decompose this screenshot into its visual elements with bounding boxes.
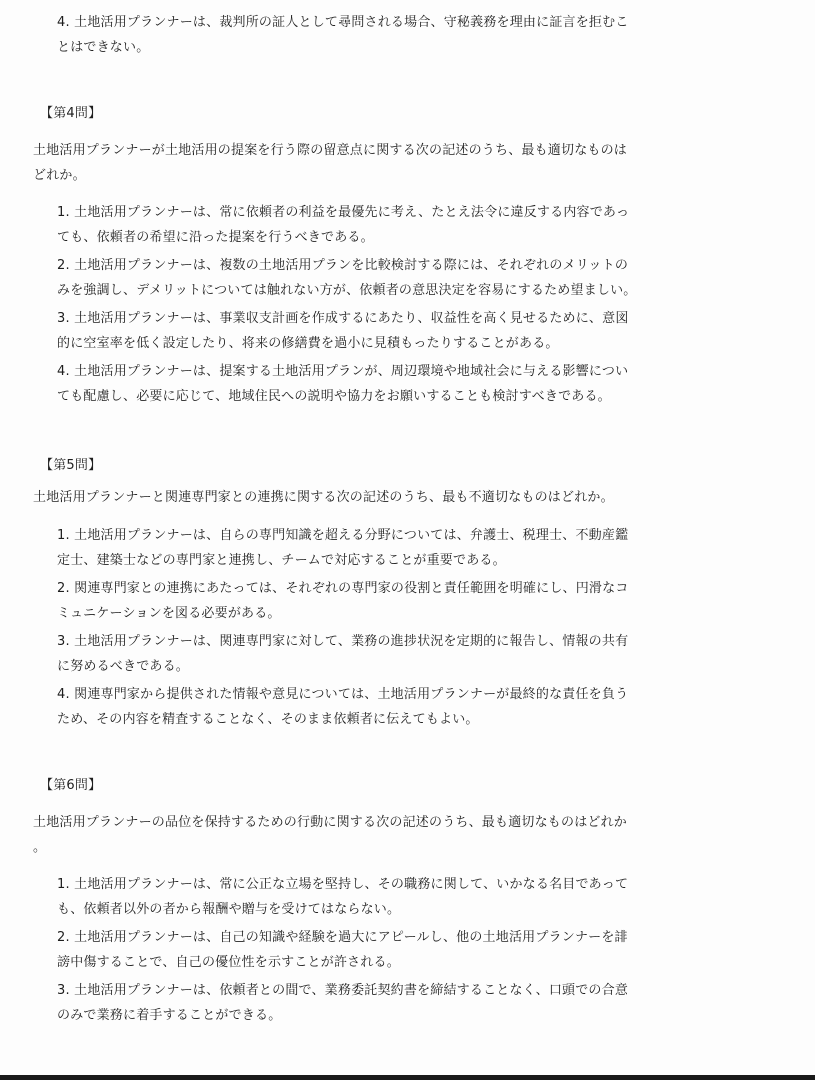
q4-option-3-line2: 的に空室率を低く設定したり、将来の修繕費を過小に見積もったりすることがある。 (57, 336, 559, 351)
q5-header: 【第5問】 (40, 458, 102, 473)
q4-stem-line2: どれか。 (33, 168, 86, 183)
q4-option-4 (57, 359, 777, 409)
q6-stem-line2: 。 (33, 840, 47, 855)
q4-stem-line1: 土地活用プランナーが土地活用の提案を行う際の留意点に関する次の記述のうち、最も適切なものは (33, 143, 628, 158)
q4-option-4-line2: ても配慮し、必要に応じて、地域住民への説明や協力をお願いすることも検討すべきである。 (57, 389, 611, 404)
q6-option-1 (57, 872, 777, 922)
q5-option-2 (57, 576, 777, 626)
q5-option-4 (57, 682, 777, 732)
q6-option-2-line2: 謗中傷することで、自己の優位性を示すことが許される。 (57, 955, 400, 970)
bottom-edge-divider (0, 1075, 815, 1080)
q6-stem (33, 810, 793, 860)
q4-option-1 (57, 200, 777, 250)
q6-stem-line1: 土地活用プランナーの品位を保持するための行動に関する次の記述のうち、最も適切なものはどれか (33, 815, 628, 830)
q6-option-3-line1: 3. 土地活用プランナーは、依頼者との間で、業務委託契約書を締結することなく、口頭での合意 (57, 983, 629, 998)
q5-option-2-line2: ミュニケーションを図る必要がある。 (57, 606, 281, 621)
q5-option-3-line1: 3. 土地活用プランナーは、関連専門家に対して、業務の進捗状況を定期的に報告し、情報の共有 (57, 634, 629, 649)
q6-option-2 (57, 925, 777, 975)
q4-option-2-line2: みを強調し、デメリットについては触れない方が、依頼者の意思決定を容易にするため望ましい。 (57, 283, 637, 298)
q4-option-2-line1: 2. 土地活用プランナーは、複数の土地活用プランを比較検討する際には、それぞれのメリットの (57, 258, 629, 273)
q6-option-1-line2: も、依頼者以外の者から報酬や贈与を受けてはならない。 (57, 902, 401, 917)
q5-option-4-line2: ため、その内容を精査することなく、そのまま依頼者に伝えてもよい。 (57, 712, 479, 727)
q5-option-3-line2: に努めるべきである。 (57, 659, 190, 674)
q5-option-1-line2: 定士、建築士などの専門家と連携し、チームで対応することが重要である。 (57, 553, 506, 568)
q4-option-4-line1: 4. 土地活用プランナーは、提案する土地活用プランが、周辺環境や地域社会に与える影響につい (57, 364, 629, 379)
q3-option-4-line2: とはできない。 (57, 40, 150, 55)
q4-option-1-line1: 1. 土地活用プランナーは、常に依頼者の利益を最優先に考え、たとえ法令に違反する内容であっ (57, 205, 630, 220)
q5-stem (33, 485, 793, 510)
q4-option-2 (57, 253, 777, 303)
q6-option-3-line2: のみで業務に着手することができる。 (57, 1008, 282, 1023)
q4-option-3-line1: 3. 土地活用プランナーは、事業収支計画を作成するにあたり、収益性を高く見せるために、意図 (57, 311, 629, 326)
q3-option-4 (57, 10, 777, 60)
q5-option-2-line1: 2. 関連専門家との連携にあたっては、それぞれの専門家の役割と責任範囲を明確にし、円滑なコ (57, 581, 629, 596)
q5-option-4-line1: 4. 関連専門家から提供された情報や意見については、土地活用プランナーが最終的な責任を負う (57, 687, 629, 702)
q5-stem-line1: 土地活用プランナーと関連専門家との連携に関する次の記述のうち、最も不適切なものはどれか。 (33, 490, 614, 505)
q5-option-3 (57, 629, 777, 679)
q3-option-4-line1: 4. 土地活用プランナーは、裁判所の証人として尋問される場合、守秘義務を理由に証言を拒むこ (57, 15, 629, 30)
q6-header: 【第6問】 (40, 778, 102, 793)
q4-option-1-line2: ても、依頼者の希望に沿った提案を行うべきである。 (57, 230, 374, 245)
q4-option-3 (57, 306, 777, 356)
q5-option-1-line1: 1. 土地活用プランナーは、自らの専門知識を超える分野については、弁護士、税理士、不動産鑑 (57, 528, 629, 543)
q6-option-3 (57, 978, 777, 1028)
q4-stem (33, 138, 793, 188)
q6-option-1-line1: 1. 土地活用プランナーは、常に公正な立場を堅持し、その職務に関して、いかなる名目であって (57, 877, 629, 892)
q5-option-1 (57, 523, 777, 573)
q6-option-2-line1: 2. 土地活用プランナーは、自己の知識や経験を過大にアピールし、他の土地活用プランナーを誹 (57, 930, 628, 945)
q4-header: 【第4問】 (40, 106, 102, 121)
